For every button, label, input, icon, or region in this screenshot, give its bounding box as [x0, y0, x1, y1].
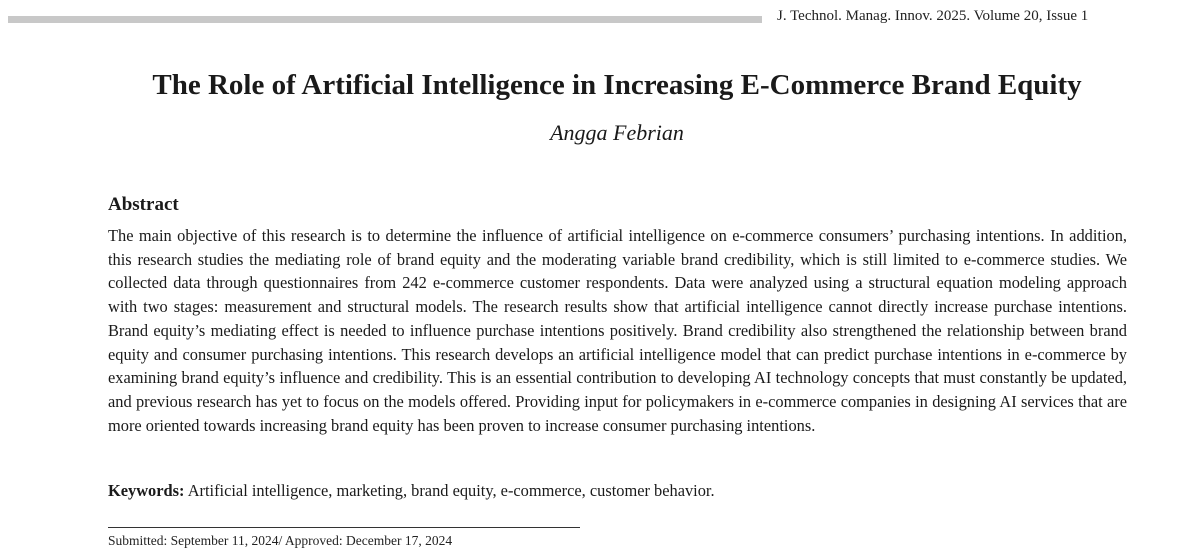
journal-citation: J. Technol. Manag. Innov. 2025. Volume 20, Issue 1 [777, 8, 1089, 24]
submission-dates: Submitted: September 11, 2024/ Approved: December 17, 2024 [108, 533, 453, 548]
footnote-rule [108, 527, 580, 528]
keywords-text: Artificial intelligence, marketing, brand equity, e-commerce, customer behavior. [187, 481, 715, 500]
keywords-label: Keywords: [108, 481, 185, 500]
header-rule [8, 16, 762, 23]
paper-author: Angga Febrian [550, 120, 684, 145]
keywords-line [108, 479, 1127, 502]
abstract-heading: Abstract [108, 194, 179, 215]
paper-title: The Role of Artificial Intelligence in Increasing E-Commerce Brand Equity [152, 69, 1082, 101]
abstract-text: The main objective of this research is to determine the influence of artificial intelligence on e-commerce consumers’ purchasing intentions. In addition, this research studies the mediating role of brand equity and the moderating variable brand credibility, which is still limited to e-commerce studies. We collected data through questionnaires from 242 e-commerce customer respondents. Data were analyzed using a structural equation modeling approach with two stages: measurement and structural models. The research results show that artificial intelligence cannot directly increase purchase intentions. Brand equity’s mediating effect is needed to influence purchase intentions positively. Brand credibility also strengthened the relationship between brand equity and consumer purchasing intentions. This research develops an artificial intelligence model that can predict purchase intentions in e-commerce by examining brand equity’s influence and credibility. This is an essential contribution to developing AI technology concepts that must constantly be updated, and previous research has yet to focus on the models offered. Providing input for policymakers in e-commerce companies in designing AI services that are more oriented towards increasing brand equity has been proven to increase consumer purchasing intentions. [108, 226, 1127, 435]
